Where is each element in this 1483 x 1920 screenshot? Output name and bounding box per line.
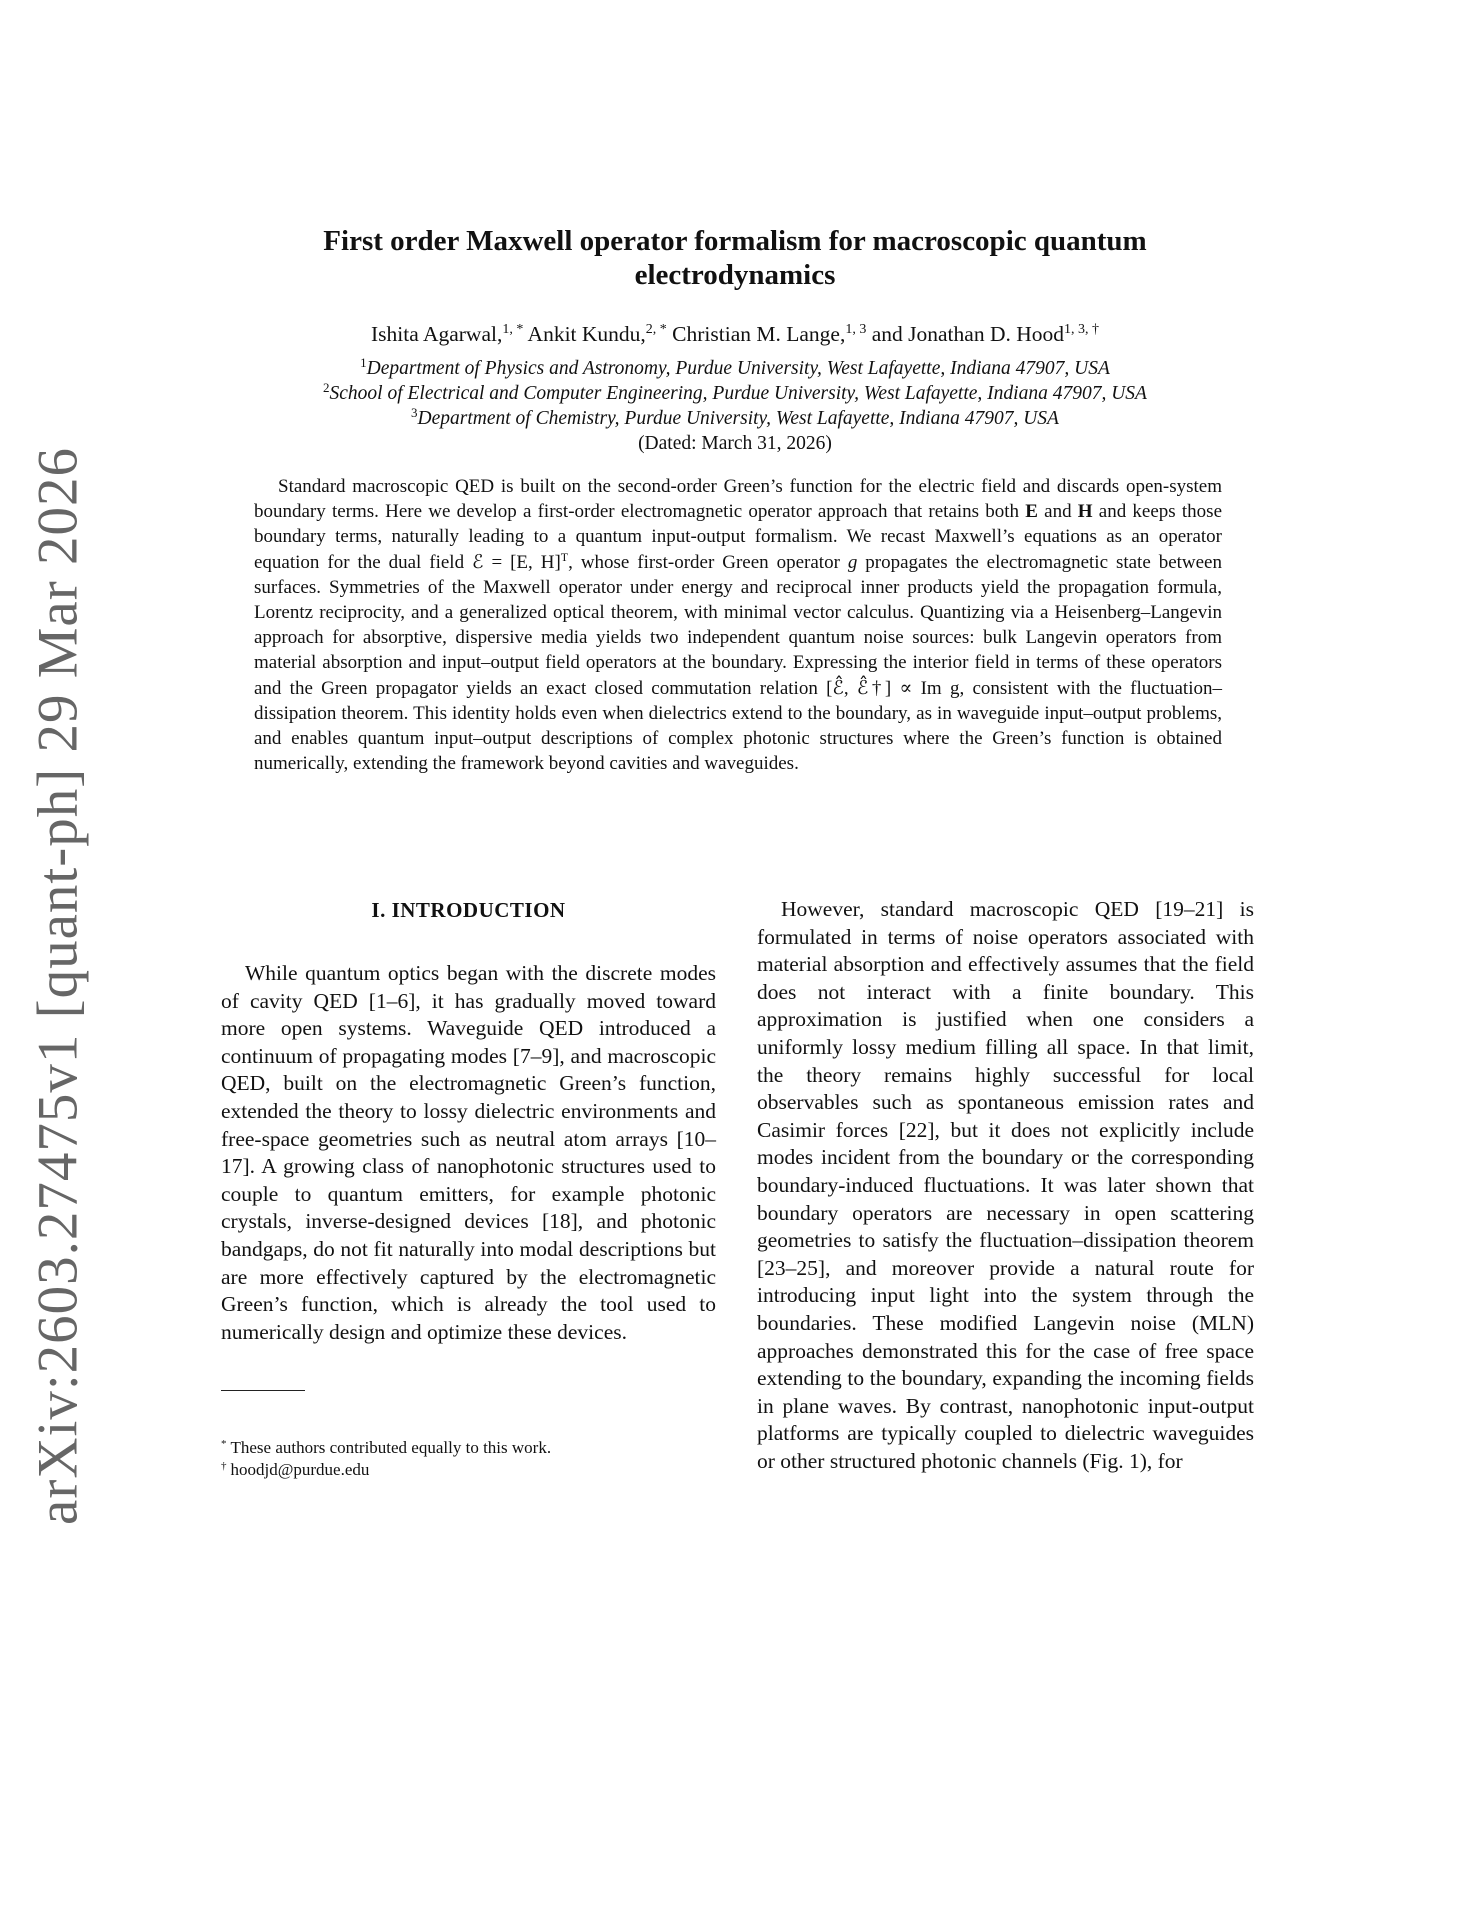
author-affiliation-marks: 2, * bbox=[645, 322, 667, 337]
abstract-text: , whose first-order Green operator bbox=[568, 551, 848, 573]
introduction-paragraph: While quantum optics began with the discrete modes of cavity QED [1–6], it has gradually moved toward more open systems. Waveguide QED introduced a continuum of propagating modes [7–9], and macroscopic QED, built on the electromagnetic Green’s function, extended the theory to lossy dielectric environments and free-space geometries such as neutral atom arrays [10–17]. A growing class of nanophotonic structures used to couple to quantum emitters, for example photonic crystals, inverse-designed devices [18], and photonic bandgaps, do not fit naturally into modal descriptions but are more effectively captured by the electromagnetic Green’s function, which is already the tool used to numerically design and optimize these devices. bbox=[221, 961, 716, 1344]
abstract bbox=[254, 474, 1222, 776]
author-name: Ankit Kundu, bbox=[527, 322, 646, 346]
author-name: Jonathan D. Hood bbox=[908, 322, 1064, 346]
abstract-symbol-h: H bbox=[1077, 501, 1093, 523]
footnote-divider bbox=[221, 1390, 305, 1391]
affiliation-mark: 2 bbox=[323, 380, 330, 395]
author-affiliation-marks: 1, 3, † bbox=[1064, 322, 1099, 337]
abstract-text: , consistent with the fluctuation–dissipation theorem. This identity holds even when dielectrics extend to the boundary, as in waveguide input–output problems, and enables quantum input–output descriptions of complex photonic structures where the Green’s function is obtained numerically, extending the framework beyond cavities and waveguides. bbox=[254, 677, 1222, 775]
affiliation-list bbox=[200, 356, 1270, 456]
footnote bbox=[221, 1437, 716, 1459]
affiliation-text: Department of Chemistry, Purdue University, West Lafayette, Indiana 47907, USA bbox=[417, 408, 1059, 429]
affiliation-line bbox=[200, 381, 1270, 406]
footnote-email-link[interactable]: hoodjd@purdue.edu bbox=[230, 1460, 370, 1480]
affiliation-text: School of Electrical and Computer Engineering, Purdue University, West Lafayette, Indiana 47907, USA bbox=[329, 383, 1147, 404]
footnote-mark: † bbox=[221, 1460, 227, 1473]
affiliation-mark: 3 bbox=[411, 405, 418, 420]
right-column bbox=[757, 896, 1254, 1475]
arxiv-identifier-stamp: arXiv:2603.27475v1 [quant-ph] 29 Mar 2026 bbox=[26, 447, 90, 1525]
abstract-text: and keeps those boundary terms, naturally leading to a quantum input-output formalism. We recast Maxwell’s equations as an operator equation for the dual field bbox=[254, 501, 1222, 573]
footnote-mark: * bbox=[221, 1438, 227, 1451]
dated-line: (Dated: March 31, 2026) bbox=[638, 433, 832, 454]
body-paragraph: However, standard macroscopic QED [19–21] is formulated in terms of noise operators associated with material absorption and effectively assumes that the field does not interact with a finite boundary. This approximation is justified when one considers a uniformly lossy medium filling all space. In that limit, the theory remains highly successful for local observables such as spontaneous emission rates and Casimir forces [22], but it does not explicitly include modes incident from the boundary or the corresponding boundary-induced fluctuations. It was later shown that boundary operators are necessary in open scattering geometries to satisfy the fluctuation–dissipation theorem [23–25], and moreover provide a natural route for introducing input light into the system through the boundaries. These modified Langevin noise (MLN) approaches demonstrated this for the case of free space extending to the boundary, expanding the incoming fields in plane waves. By contrast, nanophotonic input-output platforms are typically coupled to dielectric waveguides or other structured photonic channels (Fig. 1), for bbox=[757, 897, 1254, 1473]
abstract-commutation-relation: [ℰ̂, ℰ̂†] ∝ Im g bbox=[826, 677, 960, 699]
author-name: Ishita Agarwal, bbox=[370, 322, 503, 346]
author-affiliation-marks: 1, * bbox=[502, 322, 524, 337]
paper-title: First order Maxwell operator formalism for macroscopic quantum electrodynamics bbox=[323, 225, 1147, 291]
section-heading-introduction: I. INTRODUCTION bbox=[371, 898, 566, 922]
abstract-transpose-mark: T bbox=[560, 549, 569, 564]
abstract-text: and bbox=[1037, 501, 1078, 523]
abstract-text: Standard macroscopic QED is built on the second-order Green’s function for the electric field and discards open-system boundary terms. Here we develop a first-order electromagnetic operator approach that retains both bbox=[254, 476, 1222, 523]
author-affiliation-marks: 1, 3 bbox=[845, 322, 867, 337]
affiliation-line bbox=[200, 356, 1270, 381]
footnote-text: These authors contributed equally to this work. bbox=[230, 1438, 552, 1458]
author-connector: and bbox=[871, 322, 903, 346]
affiliation-text: Department of Physics and Astronomy, Purdue University, West Lafayette, Indiana 47907, USA bbox=[366, 358, 1110, 379]
footnote bbox=[221, 1459, 716, 1481]
affiliation-line bbox=[200, 406, 1270, 431]
abstract-text: propagates the electromagnetic state between surfaces. Symmetries of the Maxwell operator under energy and reciprocal inner products yield the propagation formula, Lorentz reciprocity, and a generalized optical theorem, with minimal vector calculus. Quantizing via a Heisenberg–Langevin approach for absorptive, dispersive media yields two independent quantum noise sources: bulk Langevin operators from material absorption and input–output field operators at the boundary. Expressing the interior field in terms of these operators and the Green propagator yields an exact closed commutation relation bbox=[254, 551, 1222, 699]
abstract-symbol-e: E bbox=[1025, 501, 1038, 523]
abstract-dual-field-equation: ℰ = [E, H] bbox=[472, 551, 561, 573]
affiliation-mark: 1 bbox=[360, 355, 367, 370]
abstract-green-operator-symbol: g bbox=[847, 551, 858, 573]
left-column bbox=[221, 896, 716, 1481]
author-list bbox=[230, 320, 1240, 348]
author-name: Christian M. Lange, bbox=[672, 322, 846, 346]
